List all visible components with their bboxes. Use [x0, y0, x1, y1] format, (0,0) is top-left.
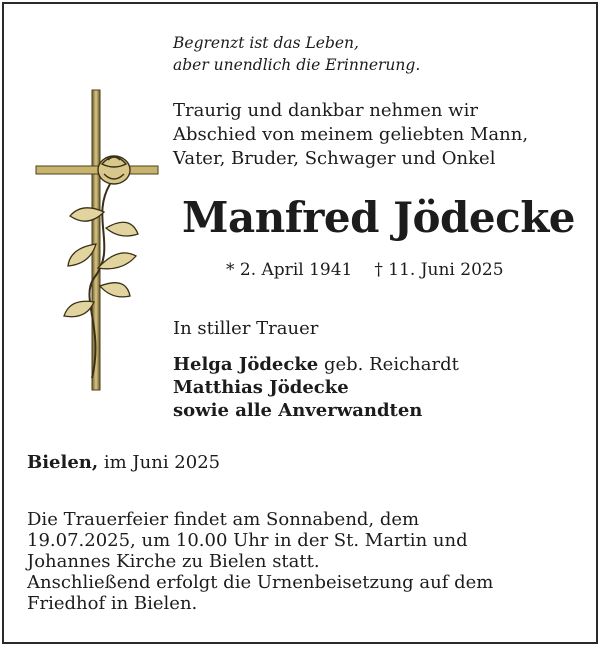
- service-line: Friedhof in Bielen.: [27, 593, 198, 614]
- mourner-matthias: Matthias Jödecke: [173, 377, 349, 398]
- birth-date: * 2. April 1941: [226, 260, 353, 280]
- service-info: [27, 509, 493, 614]
- mourners: [173, 353, 459, 422]
- life-dates: [226, 258, 504, 282]
- intro-line: Abschied von meinem geliebten Mann,: [173, 124, 529, 145]
- place-date: [27, 451, 220, 475]
- mourning-line: In stiller Trauer: [173, 318, 319, 339]
- intro-text: [173, 99, 528, 171]
- mourner-note: geb. Reichardt: [318, 354, 459, 375]
- motto: [173, 32, 420, 76]
- service-line: 19.07.2025, um 10.00 Uhr in der St. Martin und: [27, 530, 468, 551]
- intro-line: Vater, Bruder, Schwager und Onkel: [173, 148, 496, 169]
- motto-line: Begrenzt ist das Leben,: [173, 34, 359, 52]
- mourner-name: Helga Jödecke: [173, 354, 319, 375]
- death-date: † 11. Juni 2025: [374, 260, 504, 280]
- cross-with-rose-icon: [34, 88, 160, 394]
- service-line: Die Trauerfeier findet am Sonnabend, dem: [27, 509, 420, 530]
- place-month: im Juni 2025: [98, 452, 221, 473]
- mourner-others: sowie alle Anverwandten: [173, 400, 423, 421]
- motto-line: aber unendlich die Erinnerung.: [173, 56, 421, 74]
- deceased-name: Manfred Jödecke: [182, 193, 576, 242]
- mourner-helga: [173, 353, 459, 376]
- service-line: Johannes Kirche zu Bielen statt.: [27, 551, 320, 572]
- place-city: Bielen,: [27, 452, 99, 473]
- intro-line: Traurig und dankbar nehmen wir: [173, 100, 478, 121]
- service-line: Anschließend erfolgt die Urnenbeisetzung auf dem: [27, 572, 494, 593]
